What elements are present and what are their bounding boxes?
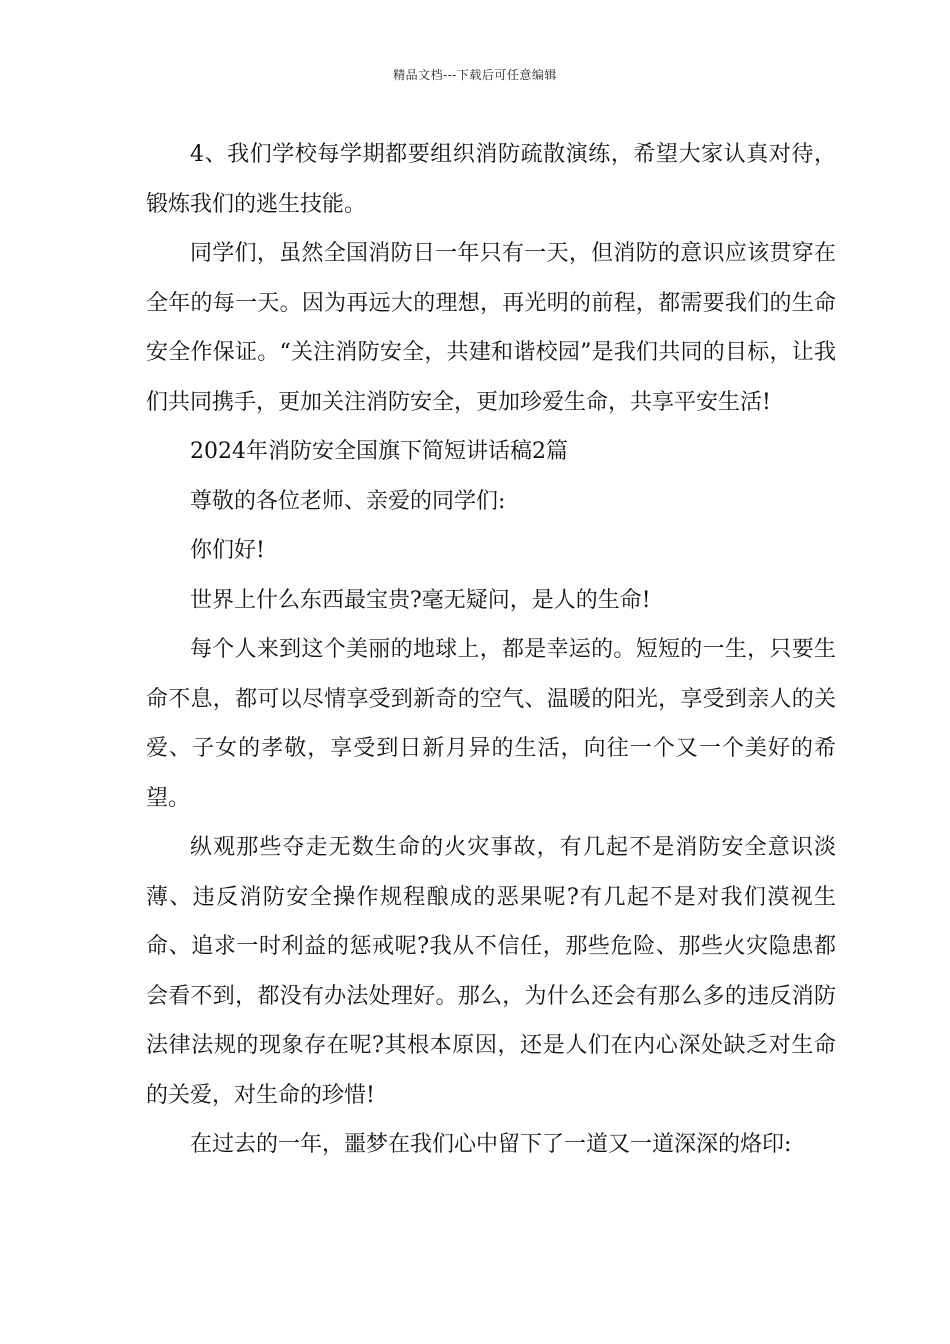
- paragraph-lucky: 每个人来到这个美丽的地球上，都是幸运的。短短的一生，只要生命不息，都可以尽情享受到新奇的空气、温暖的阳光，享受到亲人的关爱、子女的孝敬，享受到日新月异的生活，向往一个又一个美好的希望。: [146, 637, 836, 811]
- page-header: 精品文档---下载后可任意编辑: [393, 68, 557, 82]
- paragraph-life-question: 世界上什么东西最宝贵?毫无疑问，是人的生命!: [190, 587, 651, 613]
- document-body: [146, 130, 836, 1170]
- paragraph-fire-accidents: 纵观那些夺走无数生命的火灾事故，有几起不是消防安全意识淡薄、违反消防安全操作规程酿成的恶果呢?有几起不是对我们漠视生命、追求一时利益的惩戒呢?我从不信任，那些危险、那些火灾隐患都会看不到，都没有办法处理好。那么，为什么还会有那么多的违反消防法律法规的现象存在呢?其根本原因，还是人们在内心深处缺乏对生命的关爱，对生命的珍惜!: [146, 835, 836, 1108]
- paragraph-drill: 4、我们学校每学期都要组织消防疏散演练，希望大家认真对待，锻炼我们的逃生技能。: [146, 142, 836, 217]
- paragraph-awareness: 同学们，虽然全国消防日一年只有一天，但消防的意识应该贯穿在全年的每一天。因为再远大的理想，再光明的前程，都需要我们的生命安全作保证。“关注消防安全，共建和谐校园”是我们共同的目标，让我们共同携手，更加关注消防安全，更加珍爱生命，共享平安生活!: [146, 241, 836, 415]
- speech-title: 2024年消防安全国旗下简短讲话稿2篇: [190, 439, 568, 464]
- greeting: 你们好!: [190, 538, 265, 563]
- paragraph-past-year: 在过去的一年，噩梦在我们心中留下了一道又一道深深的烙印:: [190, 1132, 792, 1157]
- salutation: 尊敬的各位老师、亲爱的同学们:: [190, 488, 506, 514]
